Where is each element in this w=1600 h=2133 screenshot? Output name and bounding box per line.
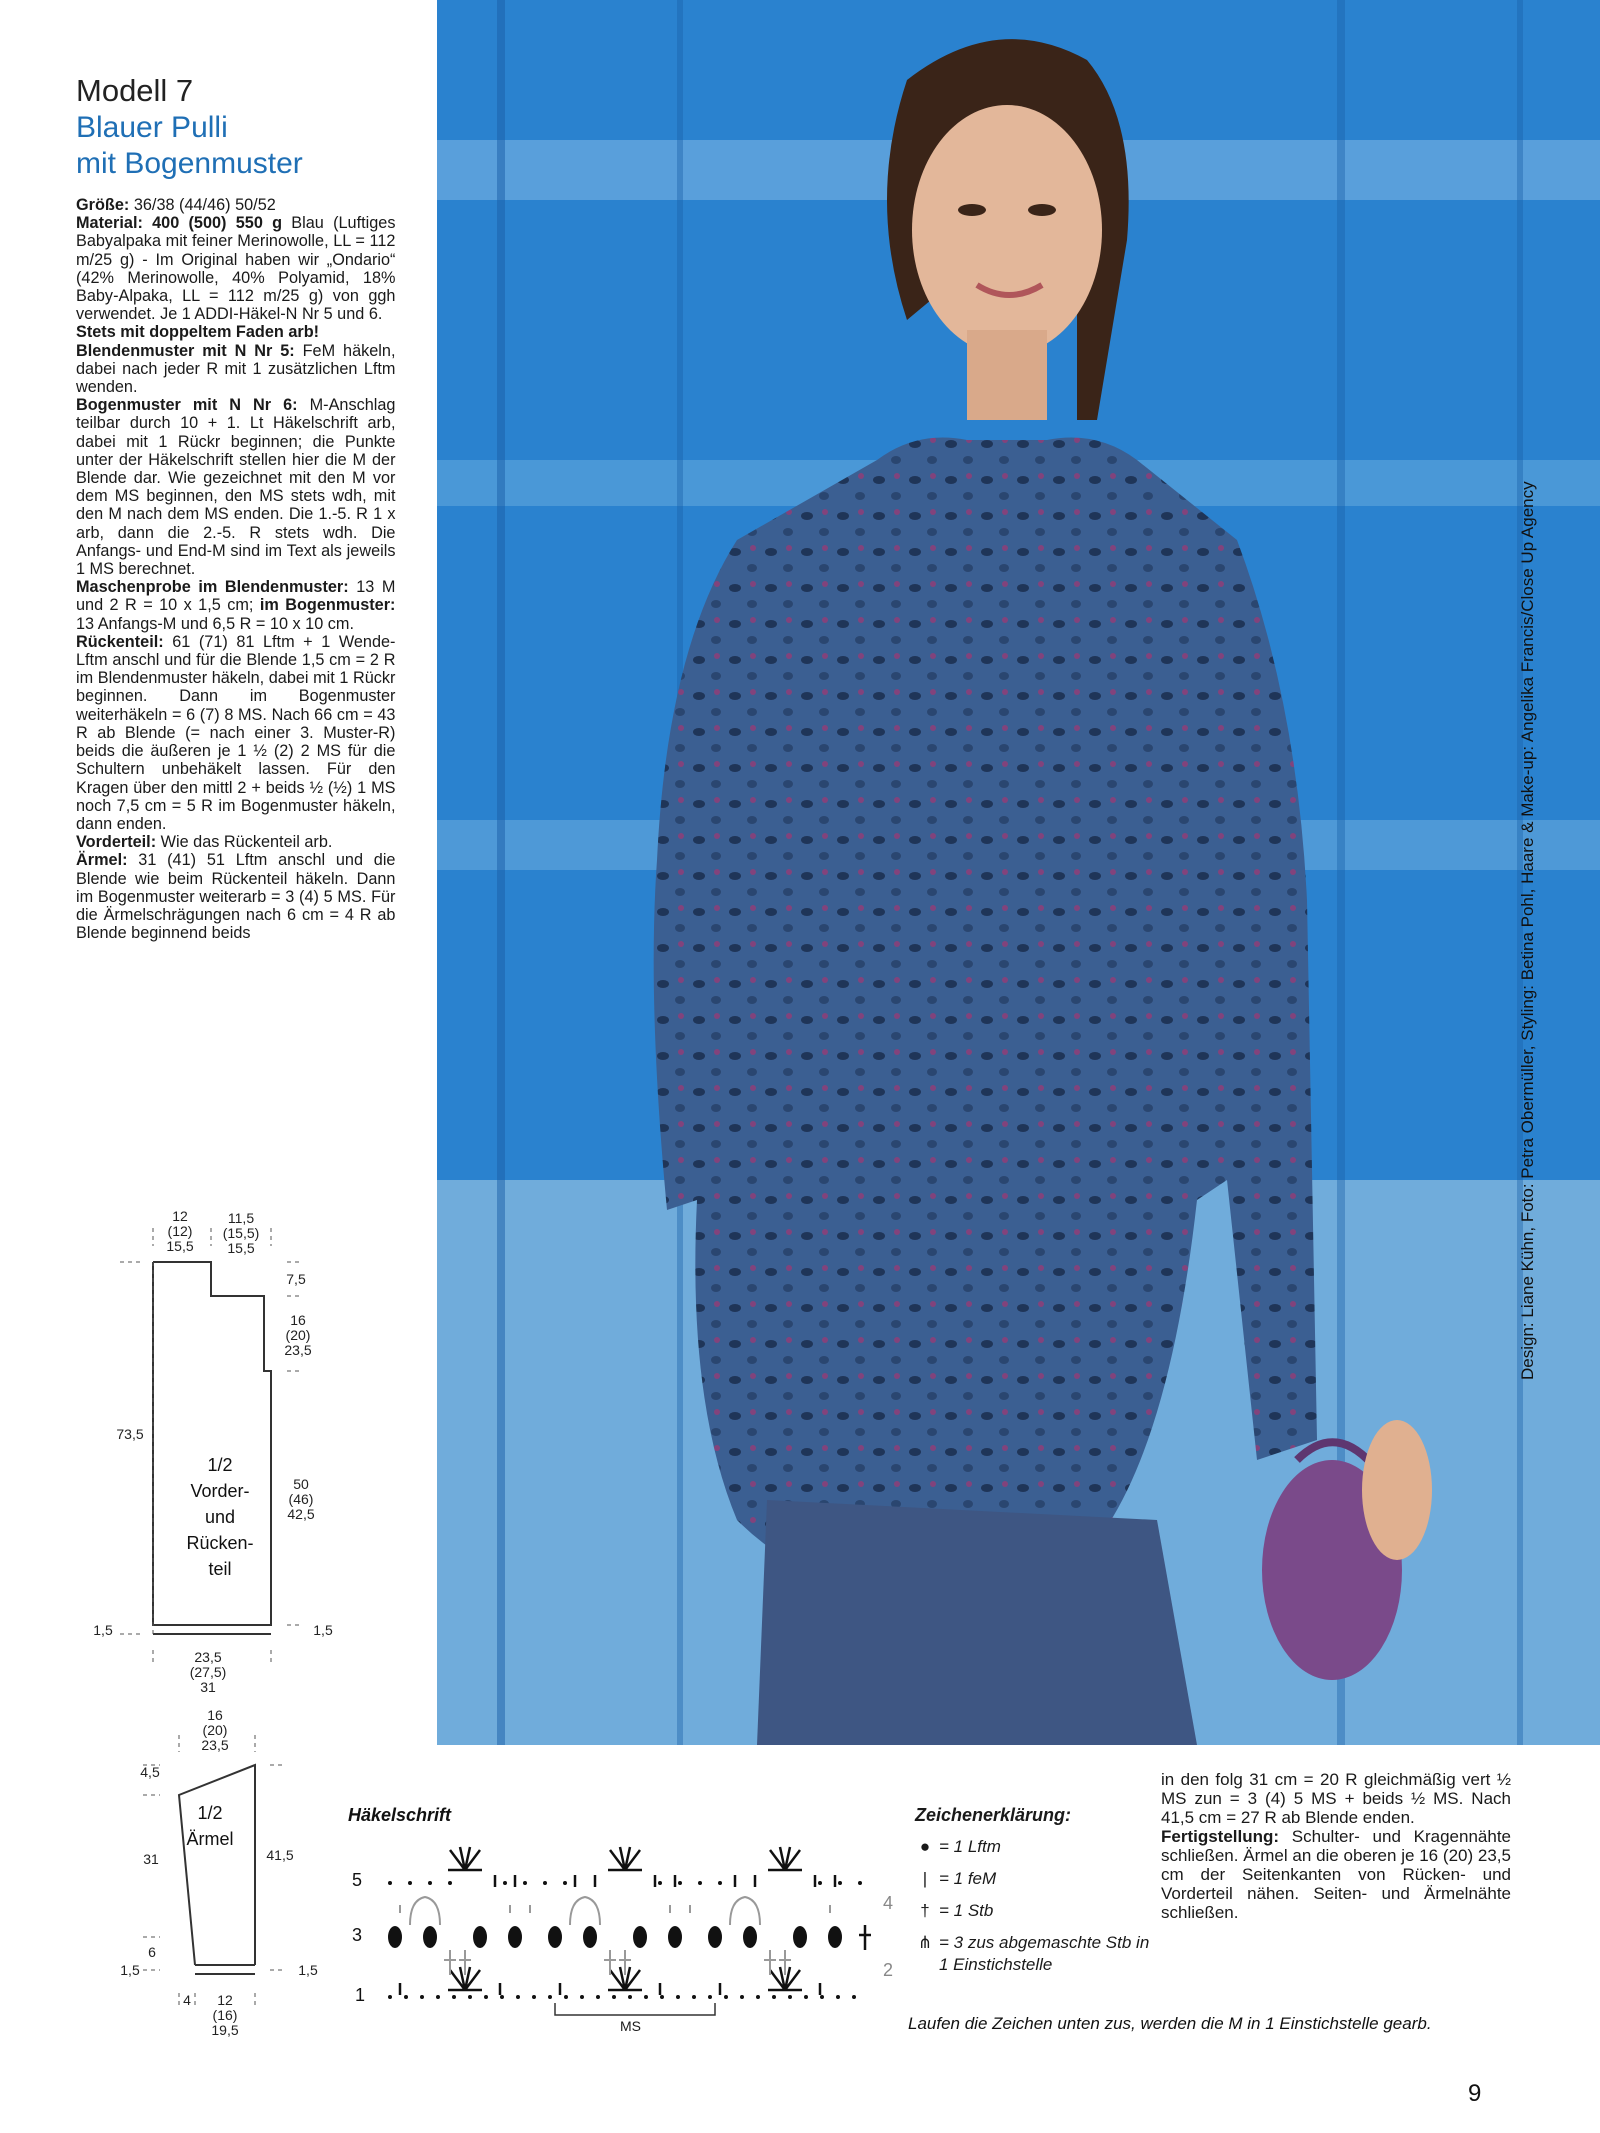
dim-text: 16: [207, 1707, 223, 1723]
dim-sleeve-top: [190, 1708, 240, 1753]
back-label: Rückenteil:: [76, 631, 164, 651]
chain-dots: [388, 1881, 862, 1885]
gauge-text: 13 M und 2 R = 10 x 1,5 cm;: [76, 577, 396, 615]
gauge-arc-label: im Bogenmuster:: [259, 595, 396, 615]
dim-band-left: 1,5: [93, 1622, 113, 1638]
dim-top-left: [155, 1209, 205, 1254]
dim-text: 31: [200, 1679, 216, 1695]
legend-item-cluster: [915, 1932, 1155, 1976]
dim-text: (12): [167, 1223, 193, 1239]
row-4-symbols: [400, 1897, 830, 1925]
dim-text: 16: [290, 1312, 306, 1328]
dim-top-right: [213, 1211, 269, 1256]
dot-icon: ●: [919, 1837, 931, 1856]
dim-sleeve-band-right: 1,5: [298, 1962, 318, 1978]
stitch-crosses: [444, 1950, 791, 1975]
dim-text: 15,5: [227, 1240, 255, 1256]
dim-text: 12: [172, 1208, 188, 1224]
dim-text: 19,5: [211, 2022, 239, 2038]
piece-label-line: Ärmel: [186, 1829, 234, 1849]
repeat-label: MS: [620, 2018, 641, 2034]
size-label: Größe:: [76, 195, 130, 214]
legend-text: = 1 feM: [939, 1869, 997, 1888]
piece-label-line: 1/2: [197, 1803, 223, 1823]
arc-pattern-label: Bogenmuster mit N Nr 6:: [76, 395, 298, 415]
legend-item-dc: [915, 1900, 1155, 1922]
dim-text: 42,5: [287, 1506, 315, 1522]
title-line-1: Blauer Pulli: [76, 111, 228, 144]
legend-text: = 3 zus abgemaschte Stb in 1 Einstichstelle: [939, 1933, 1150, 1974]
continued-instructions: [1161, 1770, 1511, 1922]
model-number: Modell 7: [76, 73, 194, 108]
bar-icon: |: [922, 1869, 928, 1888]
dim-armhole: [276, 1313, 320, 1358]
dim-text: 23,5: [194, 1649, 222, 1665]
dim-text: (15,5): [222, 1225, 260, 1241]
dim-text: 23,5: [201, 1737, 229, 1753]
sleeve-label: Ärmel:: [76, 850, 128, 870]
dim-collar: 7,5: [286, 1271, 306, 1287]
dim-sleeve-side: 41,5: [266, 1847, 294, 1863]
chart-title: Häkelschrift: [348, 1805, 452, 1825]
dim-sleeve-lower: 6: [148, 1944, 156, 1960]
legend-title: Zeichenerklärung:: [915, 1805, 1072, 1825]
dim-sleeve-band-left: 1,5: [120, 1962, 140, 1978]
piece-label-line: 1/2: [207, 1455, 233, 1475]
dim-sleeve-cap: 4,5: [140, 1764, 160, 1780]
gauge-arc-text: 13 Anfangs-M und 6,5 R = 10 x 10 cm.: [76, 613, 354, 633]
legend-item-sc: [915, 1868, 1155, 1890]
arc-pattern-text: M-Anschlag teilbar durch 10 + 1. Lt Häkelschrift arb, dabei mit 1 Rückr beginnen; die Punkte unter der Häkelschrift stellen hier die M der Blende dar. Wie gezeichnet mit den M vor dem MS beginnen, den MS stets wdh, mit den M nach dem MS enden. Die 1.-5. R 1 x arb, dann die 2.-5. R stets wdh. Die Anfangs- und End-M sind im Text als jeweils 1 MS berechnet.: [76, 395, 396, 579]
sleeve-text: 31 (41) 51 Lftm anschl und die Blende wie beim Rückenteil häkeln. Dann im Bogenmuster weiterarb = 3 (4) 5 MS. Für die Ärmelschrägungen nach 6 cm = 4 R ab Blende beginnend beids: [76, 850, 396, 943]
crochet-chart: [370, 1825, 880, 2025]
row-number-1: 1: [355, 1985, 366, 2005]
dim-bottom: [183, 1650, 233, 1695]
legend-note: Laufen die Zeichen unten zus, werden die M in 1 Einstichstelle gearb.: [908, 2014, 1432, 2033]
piece-label-line: Vorder-: [190, 1481, 250, 1501]
chart-legend: [915, 1805, 1155, 1986]
sc-bars: [400, 1875, 835, 1995]
material-text: Blau (Luftiges Babyalpaka mit feiner Merinowolle, LL = 112 m/25 g) - Im Original haben wir „Ondario“ (42% Merinowolle, 40% Polyamid, 18% Baby-Alpaka, LL = 112 m/25 g) von ggh verwendet. Je 1 ADDI-Häkel-N Nr 5 und 6.: [76, 213, 396, 324]
photo-credit-text: Design: Liane Kühn, Foto: Petra Obermüller, Styling: Betina Pohl, Haare & Make-up: Angelika Francis/Close Up Agency: [1518, 481, 1537, 1380]
front-text: Wie das Rückenteil arb.: [156, 832, 333, 852]
dim-text: (20): [285, 1327, 311, 1343]
cross-icon: †: [920, 1901, 930, 1920]
legend-item-chain: [915, 1836, 1155, 1858]
gauge-label: Maschenprobe im Blendenmuster:: [76, 577, 349, 597]
dim-text: (46): [288, 1491, 314, 1507]
row-number-5: 5: [352, 1870, 363, 1890]
band-pattern-text: FeM häkeln, dabei nach jeder R mit 1 zusätzlichen Lftm wenden.: [76, 340, 396, 397]
double-yarn-text: Stets mit doppeltem Faden arb!: [76, 322, 320, 342]
dim-text: 15,5: [166, 1238, 194, 1254]
dim-side: [278, 1477, 324, 1522]
cluster-symbols: [388, 1926, 842, 1948]
title-line-2: mit Bogenmuster: [76, 147, 303, 180]
stitch-cross-end: [859, 1925, 871, 1950]
row-number-2: 2: [883, 1960, 894, 1980]
finishing-paragraph: [1161, 1827, 1511, 1922]
finishing-text: Schulter- und Kragennähte schließen. Ärmel an die oberen je 16 (20) 23,5 cm der Seitenkanten von Rücken- und Vorderteil nähen. Seiten- und Ärmelnähte schließen.: [1161, 1827, 1511, 1922]
dim-text: 50: [293, 1476, 309, 1492]
dim-band-right: 1,5: [313, 1622, 333, 1638]
cluster-icon: ⋔: [917, 1933, 933, 1952]
legend-text: = 1 Lftm: [939, 1837, 1001, 1856]
dim-sleeve-length: 31: [143, 1851, 159, 1867]
dim-text: 11,5: [227, 1210, 255, 1226]
dim-text: (20): [202, 1722, 228, 1738]
piece-label-line: Rücken-: [186, 1533, 254, 1553]
dim-text: 23,5: [284, 1342, 312, 1358]
row-number-3: 3: [352, 1925, 363, 1945]
page-number: 9: [1468, 2080, 1482, 2107]
dim-text: 12: [217, 1992, 233, 2008]
bottom-dots: [388, 1995, 856, 1999]
finishing-label: Fertigstellung:: [1161, 1827, 1280, 1846]
repeat-bracket: [555, 2003, 715, 2015]
dim-sleeve-bottom: [200, 1993, 250, 2038]
sleeve-piece-label: [180, 1800, 240, 1852]
sleeve-continued: in den folg 31 cm = 20 R gleichmäßig vert ½ MS zun = 3 (4) 5 MS + beids ½ MS. Nach 41,5 cm = 27 R ab Blende enden.: [1161, 1770, 1511, 1827]
legend-text: = 1 Stb: [939, 1901, 994, 1920]
material-label: Material: 400 (500) 550 g: [76, 213, 283, 233]
dim-total-height: 73,5: [116, 1426, 144, 1442]
sleeve-outline: [179, 1765, 255, 1965]
size-text: 36/38 (44/46) 50/52: [129, 195, 276, 214]
dim-text: (27,5): [189, 1664, 227, 1680]
front-label: Vorderteil:: [76, 832, 157, 852]
body-piece-label: [175, 1452, 265, 1582]
back-text: 61 (71) 81 Lftm + 1 Wende-Lftm anschl und für die Blende 1,5 cm = 2 R im Blendenmuster häkeln, dabei mit 1 Rückr beginnen. Dann im Bogenmuster weiterhäkeln = 6 (7) 8 MS. Nach 66 cm = 43 R ab Blende (= nach einer 3. Muster-R) beids die äußeren je 1 ½ (2) 2 MS für die Schultern unbehäkelt lassen. Für den Kragen über den mittl 2 + beids ½ (½) 1 MS noch 7,5 cm = 5 R im Bogenmuster häkeln, dann enden.: [76, 631, 396, 833]
piece-label-line: teil: [208, 1559, 232, 1579]
piece-label-line: und: [204, 1507, 236, 1527]
dim-text: (16): [212, 2007, 238, 2023]
dim-sleeve-bottom-left: 4: [183, 1992, 191, 2008]
band-pattern-label: Blendenmuster mit N Nr 5:: [76, 340, 295, 360]
row-number-4: 4: [883, 1893, 894, 1913]
